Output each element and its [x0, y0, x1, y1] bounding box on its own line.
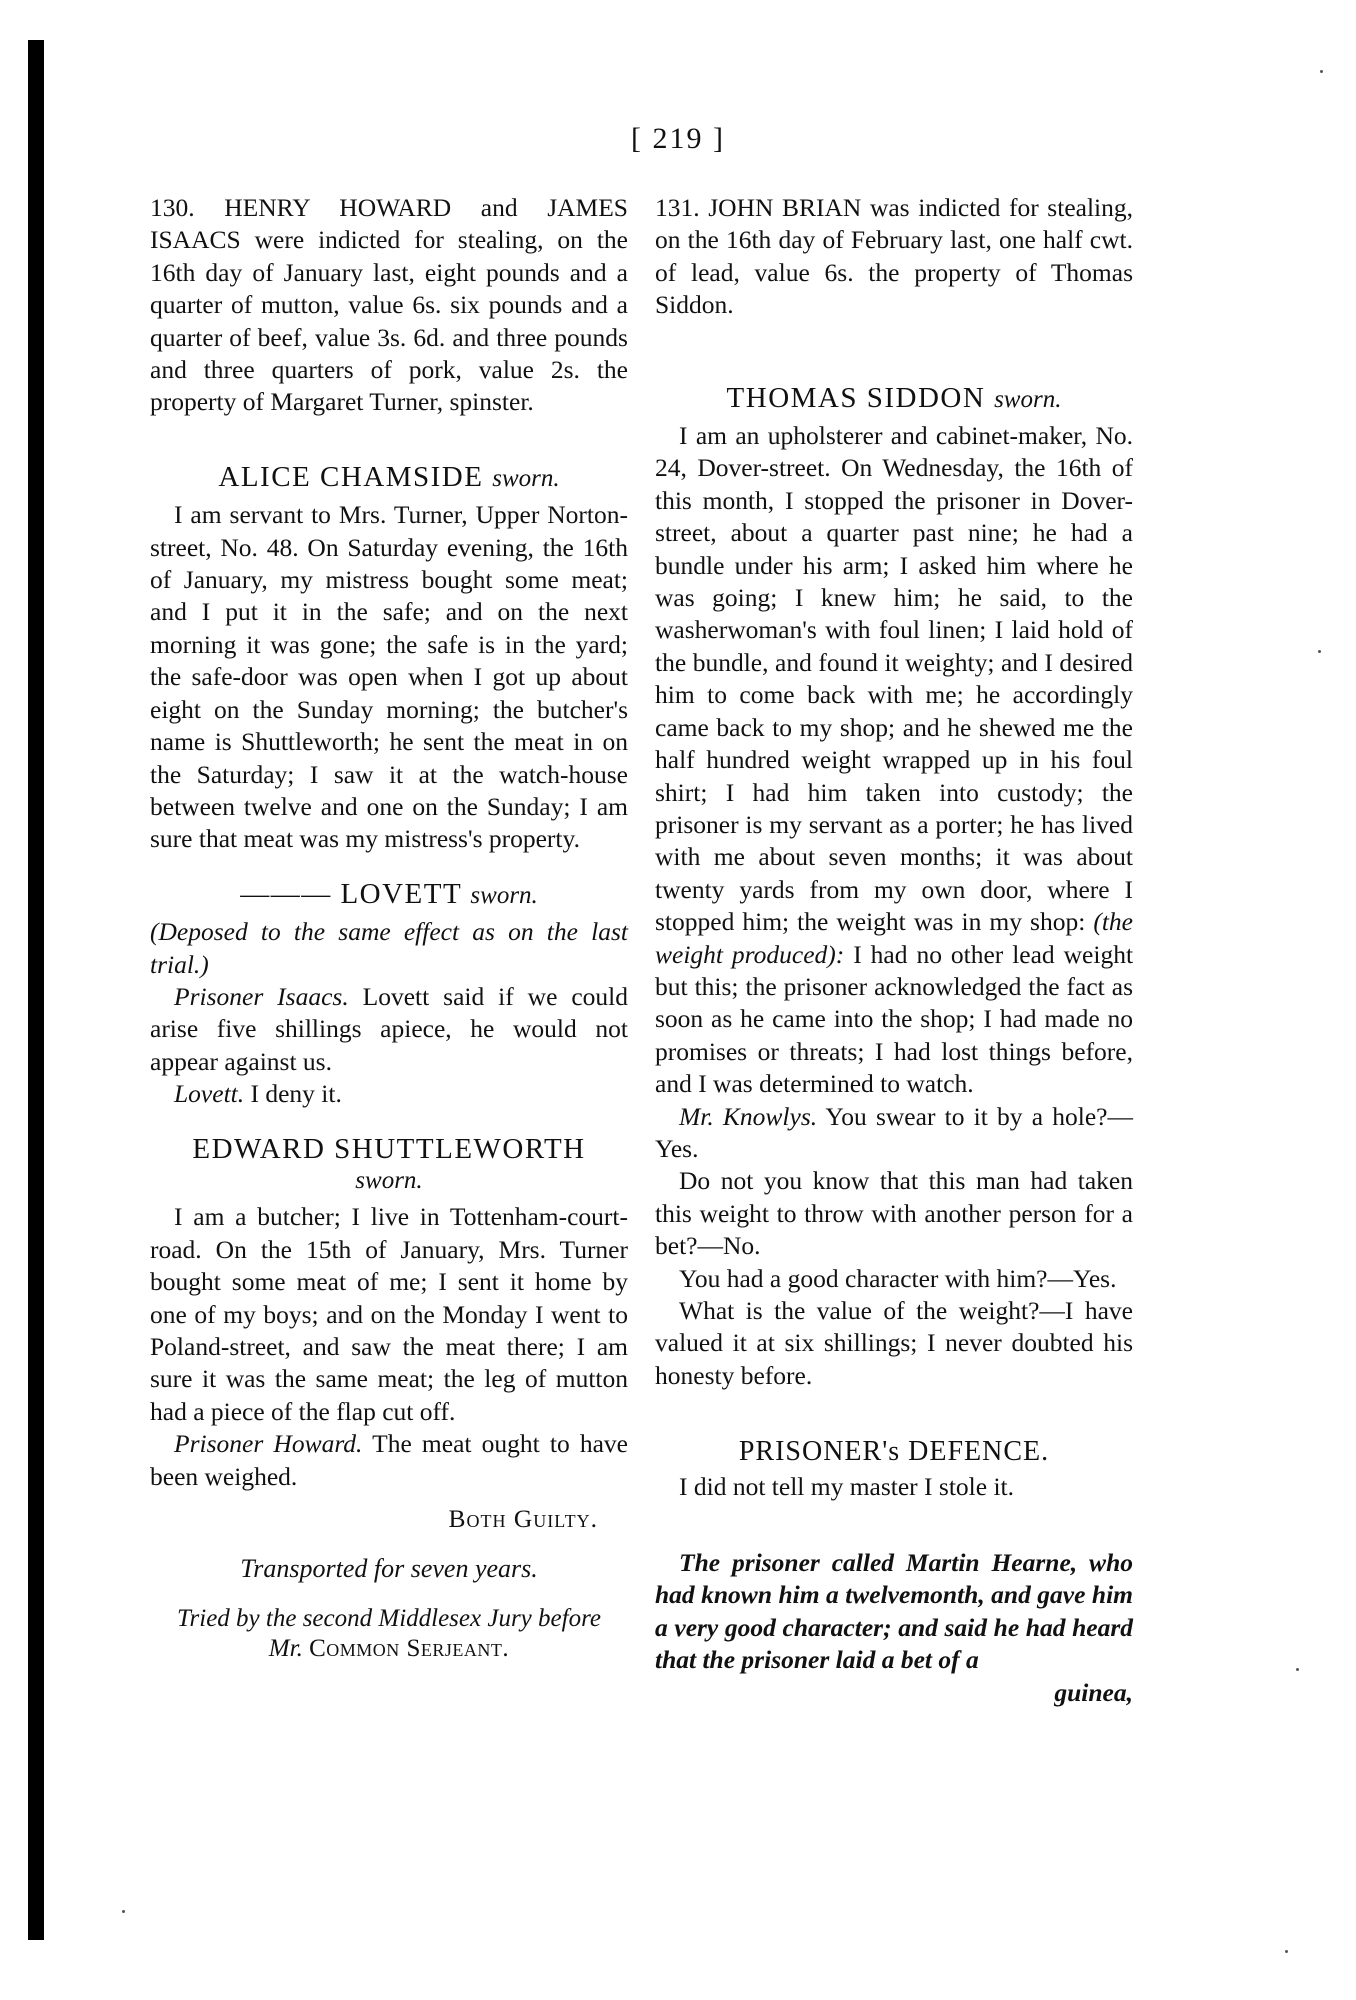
- catchword: guinea,: [1054, 1677, 1133, 1707]
- statement-prisoner-howard: [150, 1428, 628, 1493]
- witness-heading-thomas-siddon: [655, 382, 1133, 416]
- witness-name: THOMAS SIDDON: [726, 381, 986, 414]
- sworn-label: sworn.: [470, 881, 538, 909]
- speaker-label: Mr. Knowlys.: [679, 1101, 818, 1131]
- scan-speck: [1318, 650, 1321, 653]
- question-knowlys: [655, 1101, 1133, 1166]
- witness-heading-lovett: [150, 878, 628, 912]
- witness-name: ——— LOVETT: [240, 877, 462, 910]
- statement-text: Lovett said if we could arise five shillings apiece, he would not appear against us.: [150, 981, 628, 1076]
- character-witness-note: The prisoner called Martin Hearne, who had known him a twelvemonth, and gave him a very good character; and said he had heard that the prisoner laid a bet of a: [655, 1548, 1133, 1675]
- left-column: [150, 192, 628, 1664]
- testimony-edward-shuttleworth: I am a butcher; I live in Tottenham-court-road. On the 15th of January, Mrs. Turner bought some meat of me; I sent it home by one of my boys; and on the Monday I went to Poland-street, and saw the meat there; I am sure it was the same meat; the leg of mutton had a piece of the flap cut off.: [150, 1202, 628, 1426]
- testimony-thomas-siddon: [655, 420, 1133, 1101]
- page-number: [ 219 ]: [631, 122, 725, 155]
- trial-note: [150, 1604, 628, 1664]
- scan-speck: [1285, 1950, 1288, 1953]
- sworn-label: sworn.: [994, 385, 1062, 413]
- case-130-indictment: 130. HENRY HOWARD and JAMES ISAACS were indicted for stealing, on the 16th day of January last, eight pounds and a quarter of mutton, value 6s. six pounds and a quarter of beef, value 3s. 6d. and three pounds and three quarters of pork, value 2s. the property of Margaret Turner, spinster.: [150, 193, 628, 417]
- deposition-note: (Deposed to the same effect as on the last trial.): [150, 917, 628, 979]
- question-text: You swear to it by a hole?—Yes.: [655, 1101, 1133, 1163]
- trial-note-prefix: Mr.: [268, 1634, 303, 1662]
- sworn-label: sworn.: [355, 1166, 423, 1194]
- question-answer-2: You had a good character with him?—Yes.: [679, 1263, 1117, 1293]
- scan-speck: [1296, 1668, 1299, 1671]
- testimony-part-2: I had no other lead weight but this; the prisoner acknowledged the fact as soon as he came into the shop; I had made no promises or threats; I had lost things before, and I was determined to watch.: [655, 939, 1134, 1099]
- statement-prisoner-isaacs: [150, 981, 628, 1078]
- scan-speck: [122, 1910, 125, 1913]
- witness-heading-alice-chamside: [150, 461, 628, 495]
- speaker-label: Prisoner Isaacs.: [174, 981, 349, 1011]
- speaker-label: Lovett.: [174, 1079, 245, 1109]
- verdict: Both Guilty.: [448, 1504, 598, 1534]
- trial-note-line-2: [150, 1634, 628, 1664]
- exhibit-note: (the weight produced):: [655, 907, 1133, 969]
- witness-name: ALICE CHAMSIDE: [218, 460, 484, 493]
- testimony-part-1: I am an upholsterer and cabinet-maker, No. 24, Dover-street. On Wednesday, the 16th of this month, I stopped the prisoner in Dover-street, about a quarter past nine; he had a bundle under his arm; I asked him where he was going; I knew him; he said, to the washerwoman's with foul linen; I laid hold of the bundle, and found it weighty; and I desired him to come back with me; he accordingly came back to my shop; and he shewed me the half hundred weight wrapped up in his foul shirt; I had him taken into custody; the prisoner is my servant as a porter; he has lived with me about seven months; it was about twenty yards from my own door, where I stopped him; the weight was in my shop:: [655, 421, 1133, 937]
- sentence: Transported for seven years.: [240, 1554, 538, 1584]
- trial-note-judge: Common Serjeant.: [309, 1634, 510, 1662]
- question-answer-1: Do not you know that this man had taken this weight to throw with another person for a bet?—No.: [655, 1166, 1133, 1261]
- sworn-label: sworn.: [492, 464, 560, 492]
- statement-text: The meat ought to have been weighed.: [150, 1429, 629, 1491]
- case-131-indictment: 131. JOHN BRIAN was indicted for stealing, on the 16th day of February last, one half cwt. of lead, value 6s. the property of Thomas Siddon.: [655, 193, 1133, 320]
- witness-name: EDWARD SHUTTLEWORTH: [192, 1132, 586, 1165]
- testimony-alice-chamside: I am servant to Mrs. Turner, Upper Norton-street, No. 48. On Saturday evening, the 16th of January, my mistress bought some meat; and I put it in the safe; and on the next morning it was gone; the safe is in the yard; the safe-door was open when I got up about eight on the Sunday morning; the butcher's name is Shuttleworth; he sent the meat in on the Saturday; I saw it at the watch-house between twelve and one on the Sunday; I am sure that meat was my mistress's property.: [150, 500, 628, 854]
- right-column: [655, 192, 1133, 1709]
- witness-heading-edward-shuttleworth: [150, 1133, 628, 1198]
- defence-text: I did not tell my master I stole it.: [679, 1471, 1014, 1501]
- speaker-label: Prisoner Howard.: [174, 1429, 363, 1459]
- scan-speck: [1320, 70, 1323, 73]
- defence-heading: PRISONER's DEFENCE.: [738, 1436, 1050, 1468]
- trial-note-line-1: Tried by the second Middlesex Jury before: [177, 1604, 601, 1632]
- binding-edge: [28, 40, 44, 1940]
- statement-lovett: [150, 1078, 628, 1110]
- statement-text: I deny it.: [250, 1079, 342, 1109]
- question-answer-3: What is the value of the weight?—I have valued it at six shillings; I never doubted his honesty before.: [655, 1296, 1133, 1390]
